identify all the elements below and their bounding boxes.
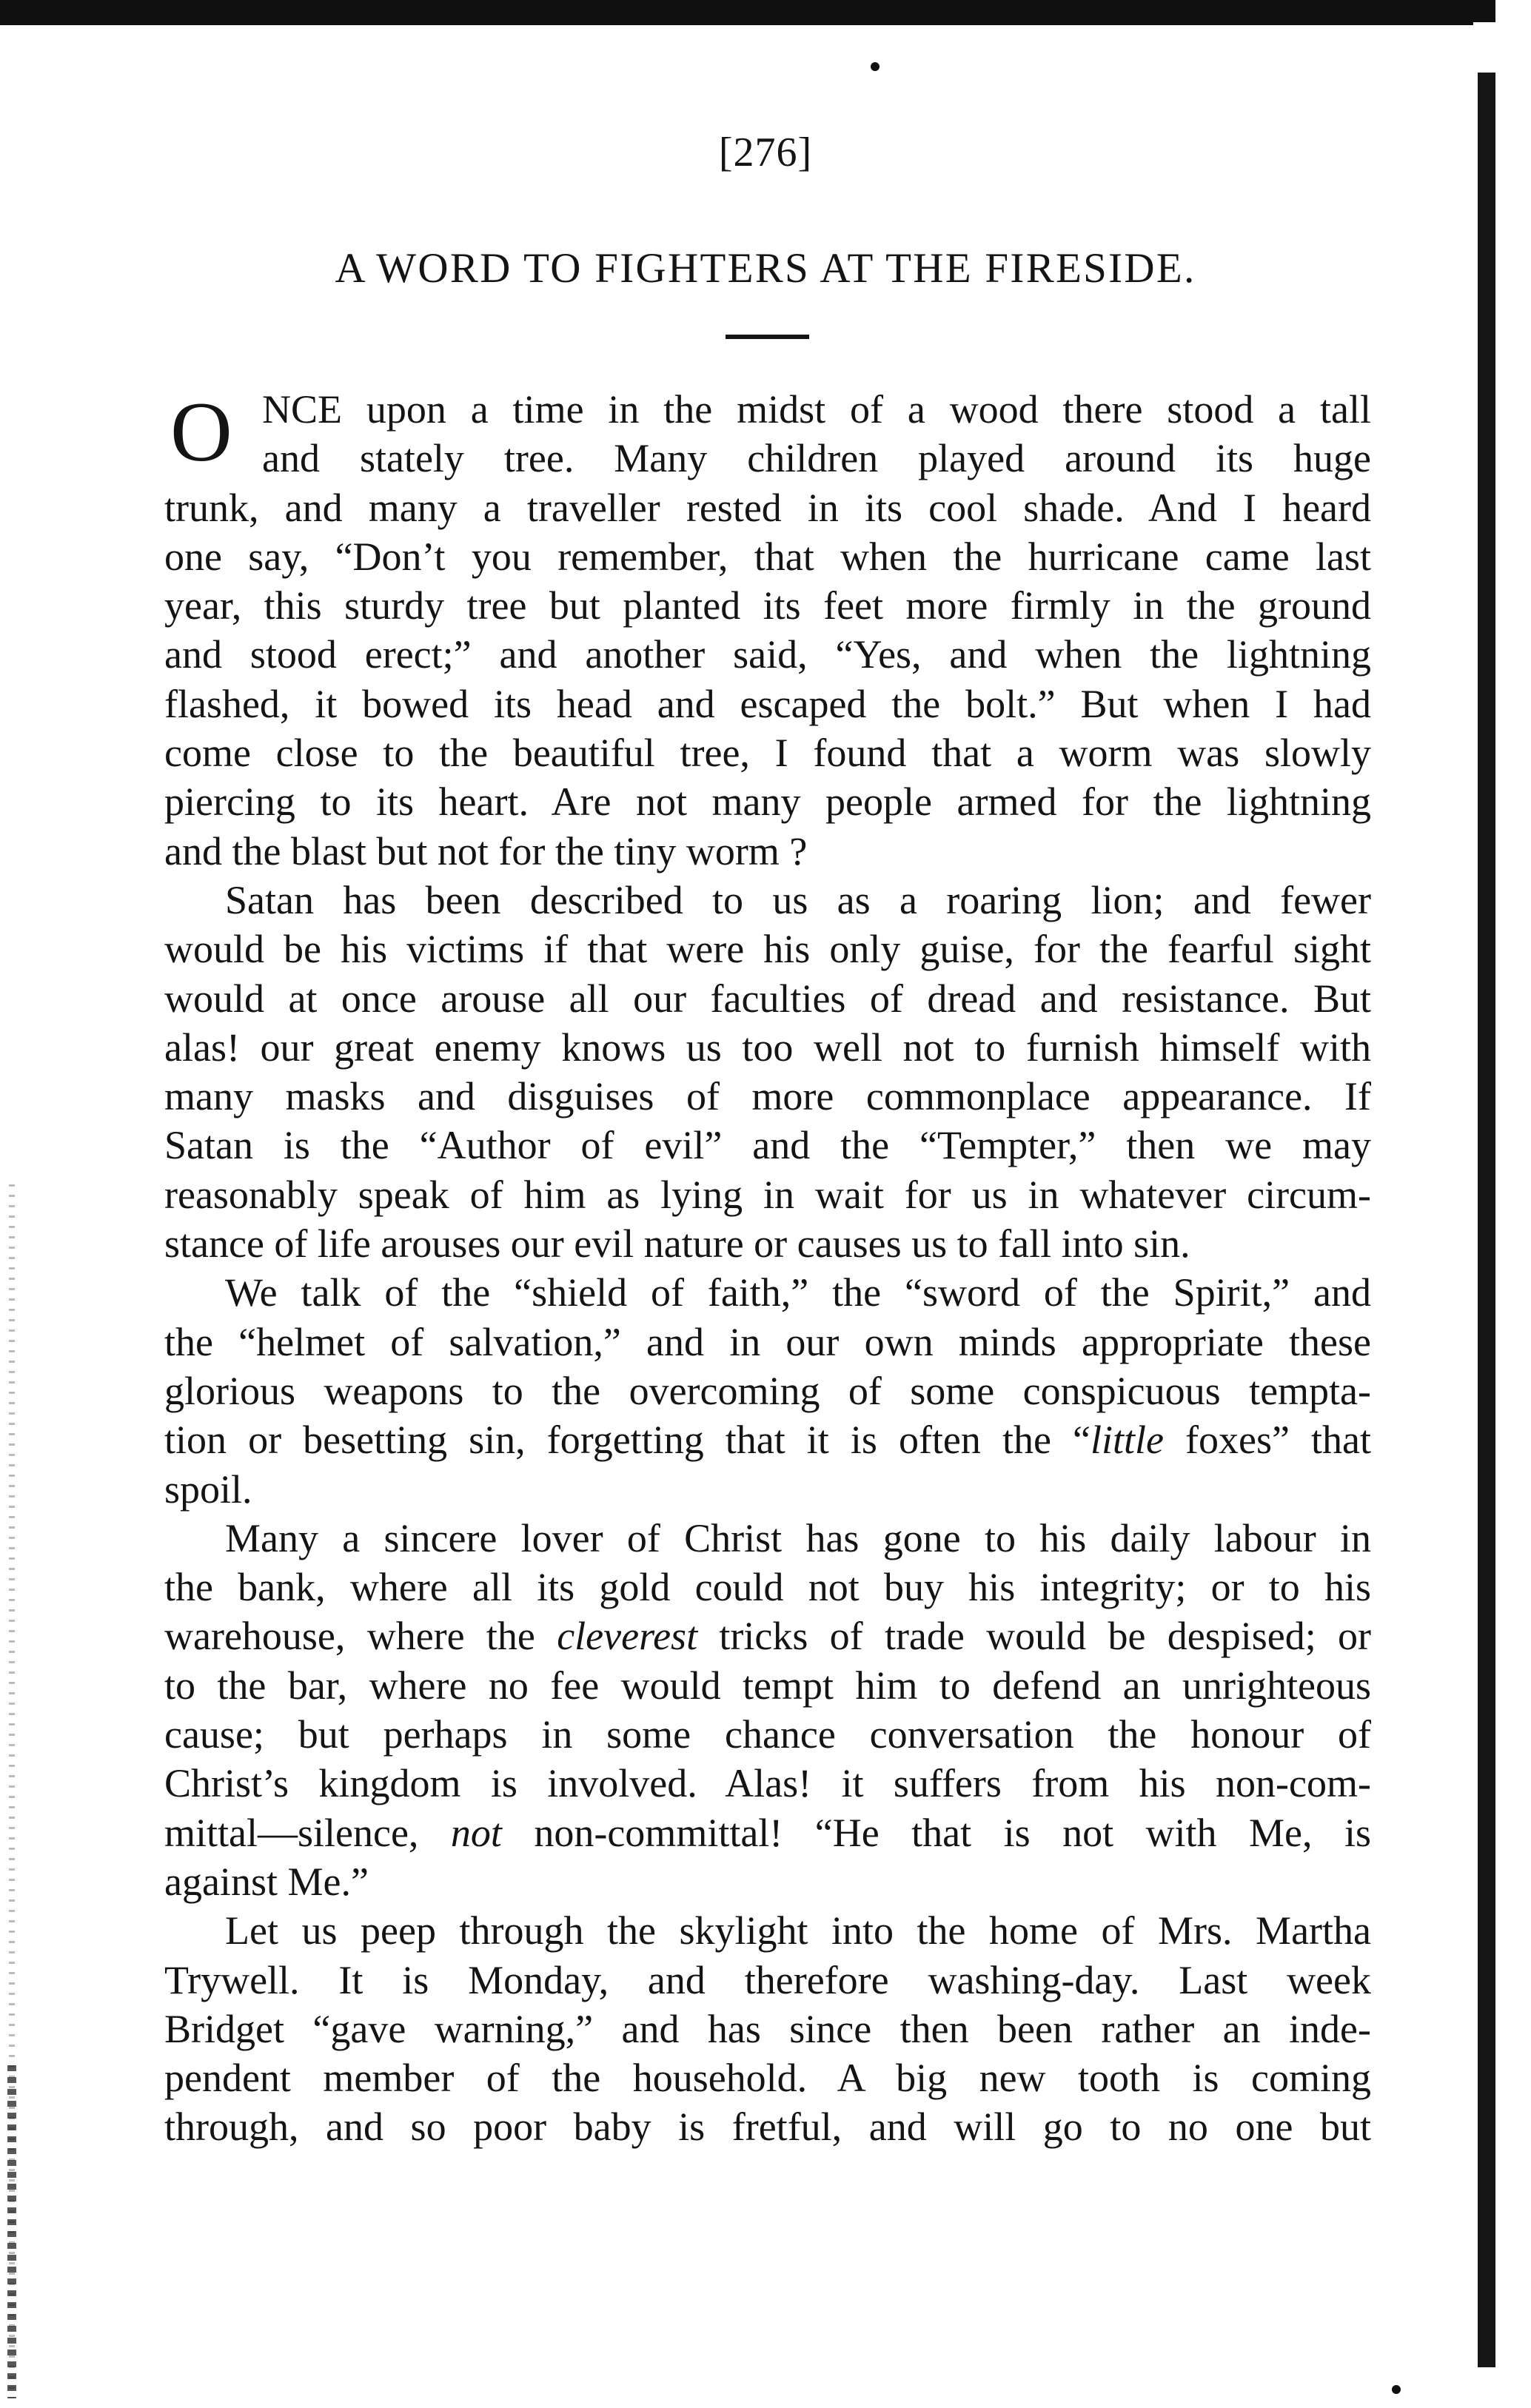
text-line: Christ’s kingdom is involved. Alas! it suffers from his non-com- <box>164 1761 1371 1806</box>
text-line: spoil. <box>164 1466 252 1512</box>
title-divider <box>726 335 809 339</box>
page-number: [276] <box>718 130 813 175</box>
text-line: cause; but perhaps in some chance conversation the honour of <box>164 1712 1371 1757</box>
text-line: many masks and disguises of more commonplace appearance. If <box>164 1074 1371 1119</box>
text-line: through, and so poor baby is fretful, and will go to no one but <box>164 2105 1371 2150</box>
text-line: Bridget “gave warning,” and has since then been rather an inde- <box>164 2006 1371 2051</box>
text-line: to the bar, where no fee would tempt him to defend an unrighteous <box>164 1663 1371 1708</box>
text-line: the bank, where all its gold could not buy his integrity; or to his <box>164 1565 1371 1610</box>
top-border-rule <box>0 0 1473 25</box>
text-segment: tricks of trade would be despised; or <box>697 1614 1371 1659</box>
text-line: flashed, it bowed its head and escaped the bolt.” But when I had <box>164 681 1371 726</box>
text-line: would at once arouse all our faculties of dread and resistance. But <box>164 976 1371 1021</box>
text-line: would be his victims if that were his only guise, for the fearful sight <box>164 927 1371 972</box>
text-line: Satan has been described to us as a roaring lion; and fewer <box>225 877 1371 922</box>
drop-cap: O <box>170 385 232 480</box>
text-line: alas! our great enemy knows us too well not to furnish himself with <box>164 1024 1371 1070</box>
text-line <box>164 1808 1371 1857</box>
right-border-rule <box>1478 73 1495 2367</box>
text-line: reasonably speak of him as lying in wait for us in whatever circum- <box>164 1172 1371 1217</box>
text-line: Let us peep through the skylight into the home of Mrs. Martha <box>225 1908 1371 1953</box>
article-body <box>164 385 1371 2152</box>
text-segment: mittal—silence, <box>164 1810 451 1855</box>
text-line: trunk, and many a traveller rested in its cool shade. And I heard <box>164 485 1371 530</box>
text-line: come close to the beautiful tree, I found that a worm was slowly <box>164 731 1371 776</box>
text-line: and the blast but not for the tiny worm ? <box>164 828 808 873</box>
article-title: A WORD TO FIGHTERS AT THE FIRESIDE. <box>335 245 1196 292</box>
ink-speck <box>1392 2385 1401 2394</box>
text-line: against Me.” <box>164 1859 369 1904</box>
text-line: and stately tree. Many children played around its huge <box>262 436 1371 481</box>
top-right-corner <box>1473 0 1495 73</box>
text-line: We talk of the “shield of faith,” the “sword of the Spirit,” and <box>225 1270 1371 1315</box>
text-segment: tion or besetting sin, forgetting that it is often the “ <box>164 1418 1091 1463</box>
text-line: Trywell. It is Monday, and therefore washing-day. Last week <box>164 1957 1371 2002</box>
text-line: glorious weapons to the overcoming of some conspicuous tempta- <box>164 1368 1371 1413</box>
italic-word: cleverest <box>557 1614 698 1659</box>
italic-word: not <box>450 1810 502 1855</box>
italic-word: little <box>1090 1418 1164 1463</box>
text-line: stance of life arouses our evil nature or causes us to fall into sin. <box>164 1221 1190 1267</box>
ink-speck <box>871 62 880 71</box>
text-line: pendent member of the household. A big new tooth is coming <box>164 2056 1371 2101</box>
text-line: the “helmet of salvation,” and in our own minds appropriate these <box>164 1319 1371 1364</box>
text-line <box>164 1415 1371 1464</box>
text-segment: foxes” that <box>1163 1418 1372 1463</box>
text-segment: warehouse, where the <box>164 1614 557 1659</box>
text-line: NCE upon a time in the midst of a wood there stood a tall <box>262 387 1371 432</box>
text-line: Satan is the “Author of evil” and the “Tempter,” then we may <box>164 1123 1371 1168</box>
text-line: year, this sturdy tree but planted its feet more firmly in the ground <box>164 583 1371 628</box>
text-line: Many a sincere lover of Christ has gone to his daily labour in <box>225 1515 1371 1560</box>
left-margin-scan-artifact <box>7 2065 16 2398</box>
text-line: one say, “Don’t you remember, that when the hurricane came last <box>164 534 1371 579</box>
text-line: piercing to its heart. Are not many people armed for the lightning <box>164 779 1371 825</box>
text-line <box>164 1612 1371 1660</box>
text-segment: non-committal! “He that is not with Me, is <box>501 1810 1371 1855</box>
text-line: and stood erect;” and another said, “Yes, and when the lightning <box>164 632 1371 677</box>
